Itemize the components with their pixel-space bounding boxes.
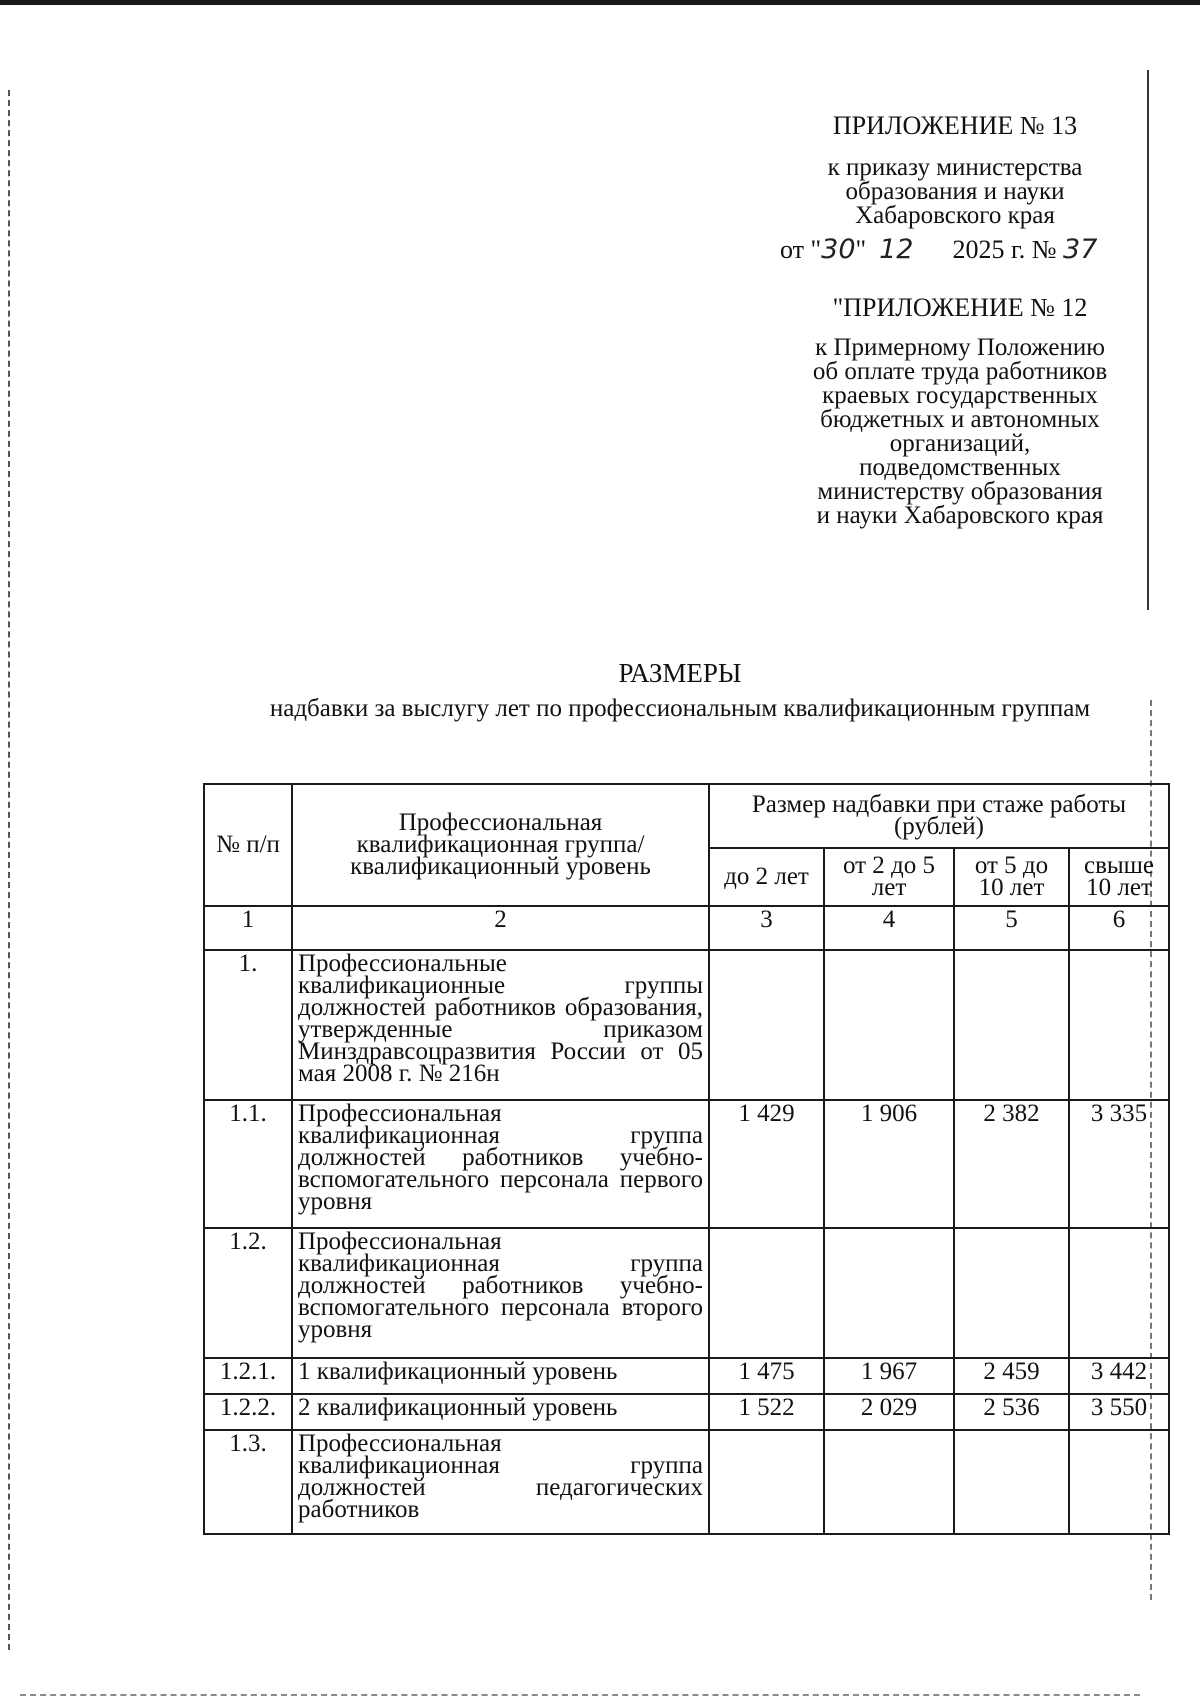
table-row (204, 1358, 1169, 1394)
value-5-to-10: 2 459 (954, 1358, 1069, 1394)
row-name: Профессиональная квалификационная группа должностей работников учебно-вспомогательного персонала первого уровня (292, 1100, 709, 1228)
regulation-line: об оплате труда работников (812, 358, 1108, 385)
document-subtitle: надбавки за выслугу лет по профессиональным квалификационным группам (269, 695, 1091, 722)
regulation-line: к Примерному Положению (815, 334, 1105, 361)
value-2-to-5: 2 029 (824, 1394, 954, 1430)
scan-border-top (0, 0, 1200, 5)
value-over-10 (1069, 1228, 1169, 1358)
table-row (204, 950, 1169, 1100)
value-up-to-2 (709, 1228, 824, 1358)
value-over-10: 3 550 (1069, 1394, 1169, 1430)
row-name: Профессиональные квалификационные группы должностей работников образования, утвержденные приказом Минздравсоцразвития России от 05 мая 2008 г. № 216н (292, 950, 709, 1100)
column-index: 4 (824, 906, 954, 950)
regulation-reference (770, 336, 1150, 528)
regulation-line: бюджетных и автономных (820, 406, 1100, 433)
value-up-to-2: 1 475 (709, 1358, 824, 1394)
value-2-to-5 (824, 1430, 954, 1534)
order-reference-line: образования и науки (845, 178, 1065, 205)
column-index: 6 (1069, 906, 1169, 950)
document-title: РАЗМЕРЫ (618, 658, 742, 688)
header-range-4: свыше 10 лет (1069, 848, 1169, 906)
scan-artifact-left (8, 90, 10, 1650)
regulation-line: организаций, (889, 430, 1031, 457)
header-range-3: от 5 до 10 лет (954, 848, 1069, 906)
regulation-line: министерству образования (817, 478, 1103, 505)
order-reference (760, 156, 1150, 228)
allowance-table (203, 783, 1170, 1535)
value-5-to-10: 2 382 (954, 1100, 1069, 1228)
header-range-1: до 2 лет (709, 848, 824, 906)
value-5-to-10 (954, 1228, 1069, 1358)
column-index: 5 (954, 906, 1069, 950)
order-date-line (780, 234, 1160, 265)
value-over-10 (1069, 950, 1169, 1100)
row-name: Профессиональная квалификационная группа должностей работников учебно-вспомогательного персонала второго уровня (292, 1228, 709, 1358)
row-number: 1. (204, 950, 292, 1100)
column-index: 2 (292, 906, 709, 950)
row-name: Профессиональная квалификационная группа должностей педагогических работников (292, 1430, 709, 1534)
row-name: 1 квалификационный уровень (292, 1358, 709, 1394)
value-up-to-2: 1 429 (709, 1100, 824, 1228)
column-index: 1 (204, 906, 292, 950)
regulation-line: краевых государственных (822, 382, 1098, 409)
table-row (204, 1394, 1169, 1430)
handwritten-month: 12 (879, 234, 914, 265)
value-2-to-5 (824, 1228, 954, 1358)
value-5-to-10 (954, 950, 1069, 1100)
header-range-2: от 2 до 5 лет (824, 848, 954, 906)
header-num: № п/п (204, 784, 292, 906)
appendix-13-heading: ПРИЛОЖЕНИЕ № 13 (832, 111, 1078, 140)
scan-border-bottom (20, 1694, 1140, 1696)
value-up-to-2: 1 522 (709, 1394, 824, 1430)
date-year: 2025 г. № (952, 235, 1057, 264)
header-size: Размер надбавки при стаже работы (рублей) (709, 784, 1169, 848)
value-over-10 (1069, 1430, 1169, 1534)
value-5-to-10 (954, 1430, 1069, 1534)
row-number: 1.1. (204, 1100, 292, 1228)
value-2-to-5: 1 967 (824, 1358, 954, 1394)
handwritten-day: 30 (821, 234, 856, 265)
value-over-10: 3 442 (1069, 1358, 1169, 1394)
table-row (204, 1228, 1169, 1358)
row-number: 1.2.1. (204, 1358, 292, 1394)
table-row (204, 1100, 1169, 1228)
column-index: 3 (709, 906, 824, 950)
table-header (204, 784, 1169, 906)
value-up-to-2 (709, 950, 824, 1100)
value-up-to-2 (709, 1430, 824, 1534)
row-number: 1.3. (204, 1430, 292, 1534)
order-reference-line: к приказу министерства (827, 154, 1083, 181)
regulation-line: подведомственных (859, 454, 1061, 481)
value-over-10: 3 335 (1069, 1100, 1169, 1228)
regulation-line: и науки Хабаровского края (816, 502, 1104, 529)
row-number: 1.2.2. (204, 1394, 292, 1430)
date-quote: " (855, 235, 867, 264)
appendix-12-heading: "ПРИЛОЖЕНИЕ № 12 (832, 293, 1088, 322)
row-name: 2 квалификационный уровень (292, 1394, 709, 1430)
handwritten-order-number: 37 (1063, 234, 1098, 265)
value-2-to-5 (824, 950, 954, 1100)
table-row (204, 1430, 1169, 1534)
order-reference-line: Хабаровского края (855, 202, 1055, 229)
header-group: Профессиональная квалификационная группа/квалификационный уровень (292, 784, 709, 906)
date-prefix: от " (780, 235, 822, 264)
value-5-to-10: 2 536 (954, 1394, 1069, 1430)
value-2-to-5: 1 906 (824, 1100, 954, 1228)
row-number: 1.2. (204, 1228, 292, 1358)
column-index-row (204, 906, 1169, 950)
